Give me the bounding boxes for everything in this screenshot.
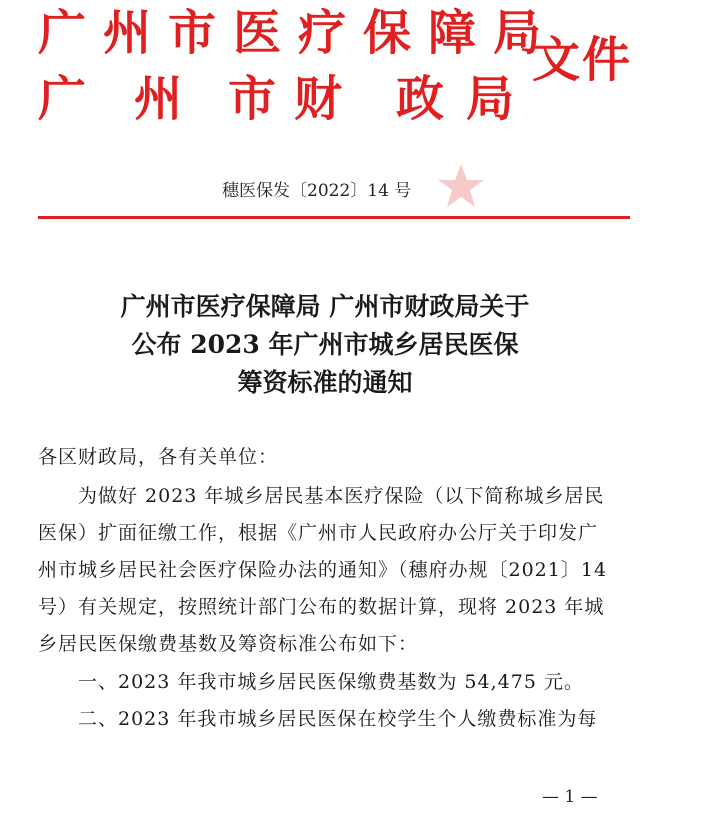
- issuing-agency-line-1: 广州市医疗保障局: [38, 5, 559, 61]
- notice-title-line-3: 筹资标准的通知: [237, 368, 413, 397]
- salutation: 各区财政局，各有关单位：: [38, 446, 279, 468]
- paragraph-line: 州市城乡居民社会医疗保险办法的通知》（穗府办规〔2021〕14: [38, 559, 608, 581]
- list-item-2: 二、2023 年我市城乡居民医保在校学生个人缴费标准为每: [78, 708, 598, 730]
- document-number: 穗医保发〔2022〕14 号: [222, 181, 412, 201]
- agency-char: 局: [466, 71, 515, 127]
- paragraph-line: 乡居民医保缴费基数及筹资标准公布如下：: [38, 633, 419, 655]
- red-divider: [38, 216, 630, 219]
- page-number: — 1 —: [542, 787, 598, 807]
- agency-char: 市: [228, 71, 277, 127]
- notice-title-line-1: 广州市医疗保障局 广州市财政局关于: [120, 292, 530, 321]
- agency-char: 财: [294, 71, 343, 127]
- agency-char: 广: [38, 71, 87, 127]
- paragraph-line: 医保）扩面征缴工作，根据《广州市人民政府办公厅关于印发广: [38, 522, 599, 544]
- agency-char: 政: [396, 71, 445, 127]
- list-item-1: 一、2023 年我市城乡居民医保缴费基数为 54,475 元。: [78, 671, 584, 693]
- red-star-icon: [436, 162, 486, 212]
- paragraph-line: 号）有关规定，按照统计部门公布的数据计算，现将 2023 年城: [38, 596, 605, 618]
- paragraph-line: 为做好 2023 年城乡居民基本医疗保险（以下简称城乡居民: [78, 485, 605, 507]
- notice-title-line-2: 公布 2023 年广州市城乡居民医保: [131, 330, 519, 359]
- file-word: 文件: [532, 32, 633, 88]
- agency-char: 州: [134, 71, 183, 127]
